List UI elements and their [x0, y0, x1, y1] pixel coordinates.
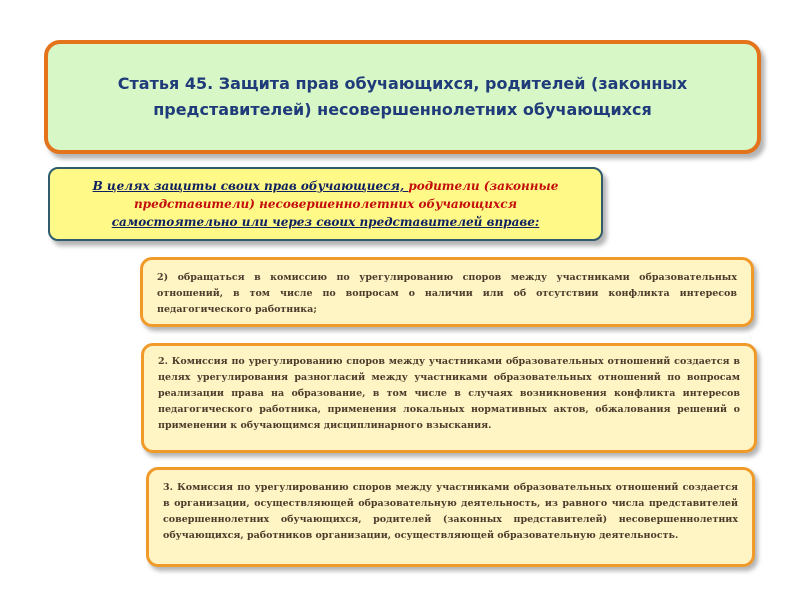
- rights-intro-box: [48, 167, 603, 241]
- item-commission-purpose: [141, 343, 757, 453]
- intro-part-parents: родители (законные представители) несовершеннолетних обучающихся: [133, 179, 559, 211]
- item-commission-purpose-text: 2. Комиссия по урегулированию споров между участниками образовательных отношений создается в целях урегулирования разногласий между участниками образовательных отношений по вопросам реализации права на образование, в том числе в случаях возникновения конфликта интересов педагогического работника, применения локальных нормативных актов, обжалования решений о применении к обучающимся дисциплинарного взыскания.: [158, 356, 740, 431]
- intro-part-entitled: самостоятельно или через своих представителей вправе:: [111, 215, 540, 229]
- item-right-to-appeal-text: 2) обращаться в комиссию по урегулированию споров между участниками образовательных отношений, в том числе по вопросам о наличии или об отсутствии конфликта интересов педагогического работника;: [157, 272, 737, 315]
- article-title: Статья 45. Защита прав обучающихся, родителей (законных представителей) несовершеннолетних обучающихся: [117, 74, 688, 119]
- item-right-to-appeal: [140, 257, 754, 327]
- item-commission-composition: [146, 467, 755, 567]
- item-commission-composition-text: 3. Комиссия по урегулированию споров между участниками образовательных отношений создается в организации, осуществляющей образовательную деятельность, из равного числа представителей совершеннолетних обучающихся, родителей (законных представителей) несовершеннолетних обучающихся, работников организации, осуществляющей образовательную деятельность.: [163, 482, 738, 541]
- article-title-box: [44, 40, 761, 154]
- intro-part-students: В целях защиты своих прав обучающиеся,: [92, 179, 409, 193]
- rights-intro-text: [70, 177, 581, 231]
